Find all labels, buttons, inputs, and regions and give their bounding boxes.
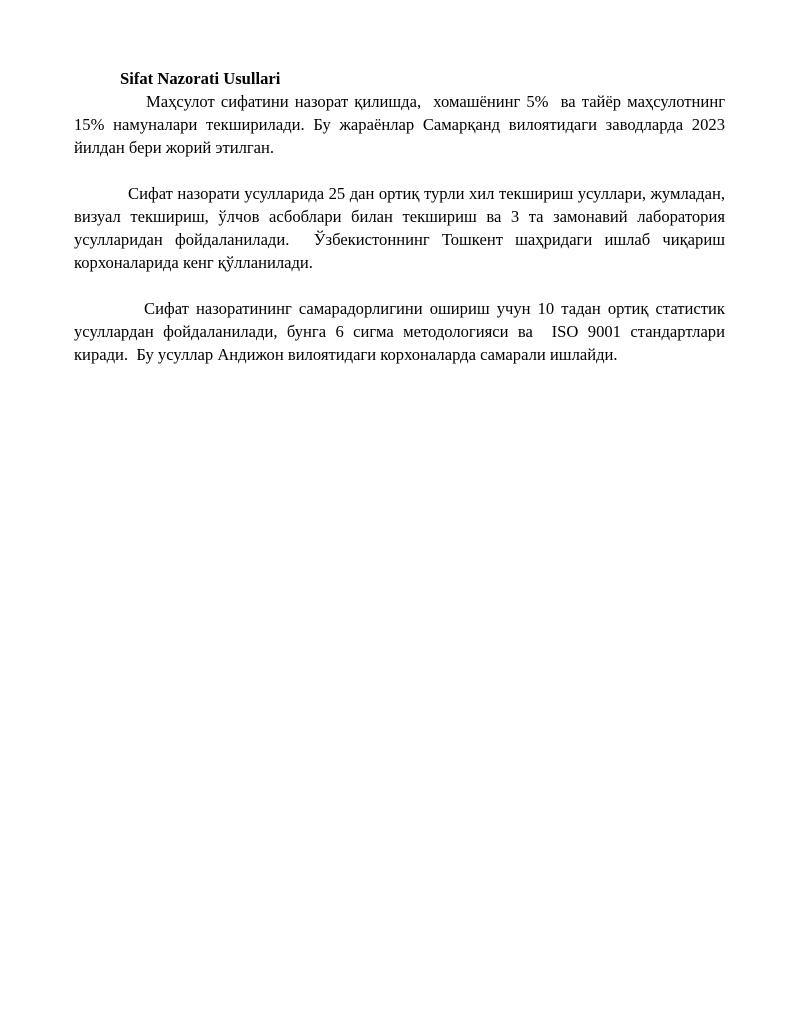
- document-heading: Sifat Nazorati Usullari: [120, 69, 281, 88]
- document-body: [74, 67, 730, 366]
- paragraph-2: Сифат назорати усулларида 25 дан ортиқ турли хил текшириш усуллари, жумладан, визуал текшириш, ўлчов асбоблари билан текшириш ва 3 та замонавий лаборатория усулларидан фойдаланилади. Ўзбекистоннинг Тошкент шаҳридаги ишлаб чиқариш корхоналарида кенг қўлланилади.: [74, 184, 730, 272]
- paragraph-3: Сифат назоратининг самарадорлигини ошириш учун 10 тадан ортиқ статистик усуллардан фойдаланилади, бунга 6 сигма методологияси ва ISO 9001 стандартлари киради. Бу усуллар Андижон вилоятидаги корхоналарда самарали ишлайди.: [74, 299, 730, 364]
- paragraph-1: Маҳсулот сифатини назорат қилишда, хомашёнинг 5% ва тайёр маҳсулотнинг 15% намуналари текширилади. Бу жараёнлар Самарқанд вилоятидаги заводларда 2023 йилдан бери жорий этилган.: [74, 92, 730, 157]
